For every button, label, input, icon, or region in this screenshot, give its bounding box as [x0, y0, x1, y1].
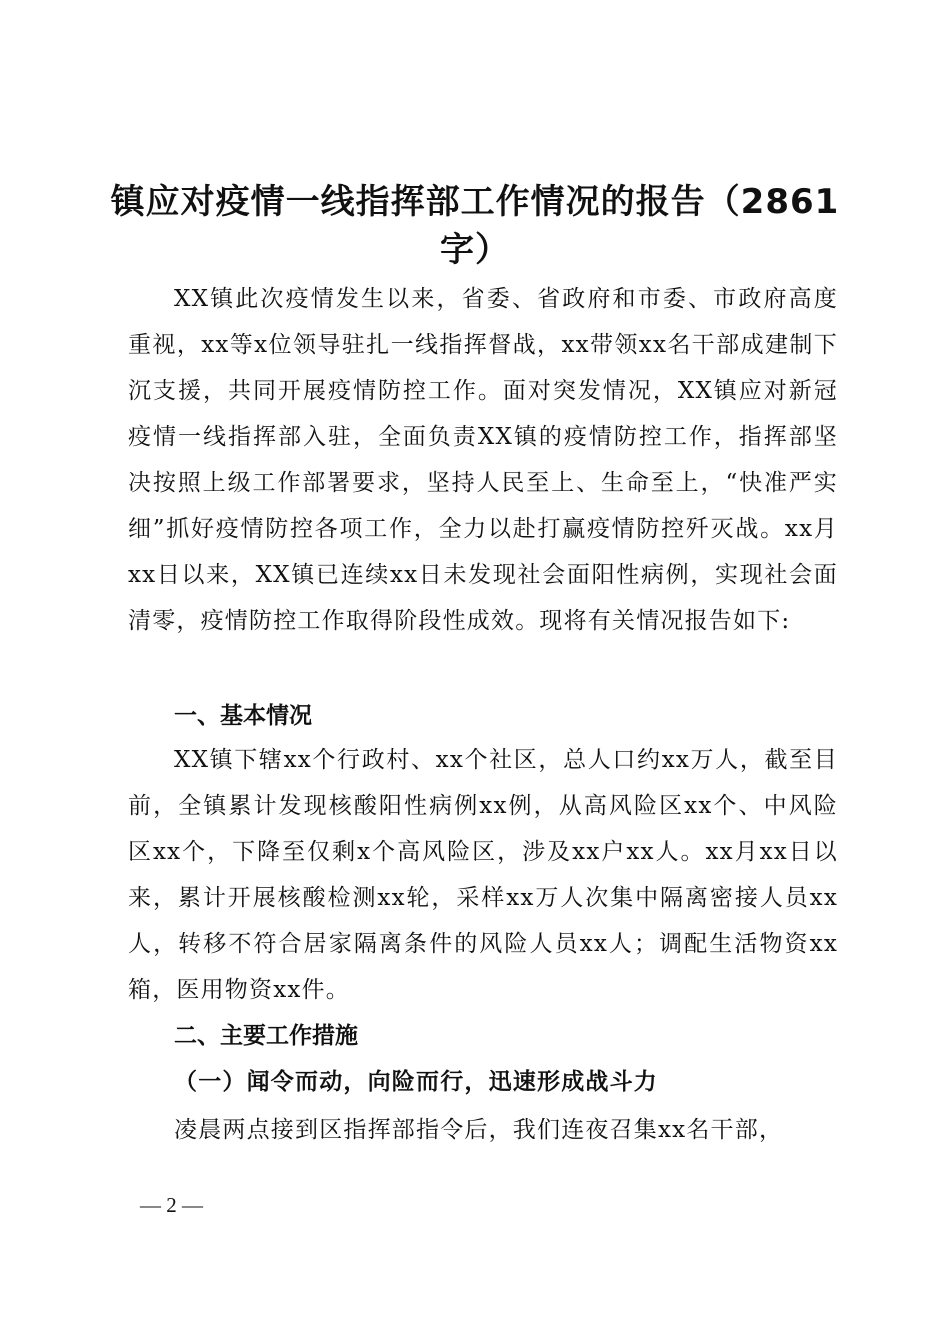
section-heading-basic: 一、基本情况 [174, 703, 312, 729]
page-number: — 2 — [140, 1193, 203, 1217]
document-title: 镇应对疫情一线指挥部工作情况的报告（2861字） [110, 182, 840, 270]
intro-paragraph: XX镇此次疫情发生以来，省委、省政府和市委、市政府高度重视，xx等x位领导驻扎一线指挥督战，xx带领xx名干部成建制下沉支援，共同开展疫情防控工作。面对突发情况，XX镇应对新冠疫情一线指挥部入驻，全面负责XX镇的疫情防控工作，指挥部坚决按照上级工作部署要求，坚持人民至上、生命至上，“快准严实细”抓好疫情防控各项工作，全力以赴打赢疫情防控歼灭战。xx月xx日以来，XX镇已连续xx日未发现社会面阳性病例，实现社会面清零，疫情防控工作取得阶段性成效。现将有关情况报告如下: [128, 286, 838, 634]
measure-paragraph-1: 凌晨两点接到区指挥部指令后，我们连夜召集xx名干部， [174, 1117, 784, 1143]
subsection-heading-1: （一）闻令而动，向险而行，迅速形成战斗力 [174, 1068, 658, 1095]
section-heading-measures: 二、主要工作措施 [174, 1023, 358, 1049]
basic-situation-paragraph: XX镇下辖xx个行政村、xx个社区，总人口约xx万人，截至目前，全镇累计发现核酸阳性病例xx例，从高风险区xx个、中风险区xx个，下降至仅剩x个高风险区，涉及xx户xx人。xx月xx日以来，累计开展核酸检测xx轮，采样xx万人次集中隔离密接人员xx人，转移不符合居家隔离条件的风险人员xx人；调配生活物资xx箱，医用物资xx件。 [128, 747, 838, 1003]
